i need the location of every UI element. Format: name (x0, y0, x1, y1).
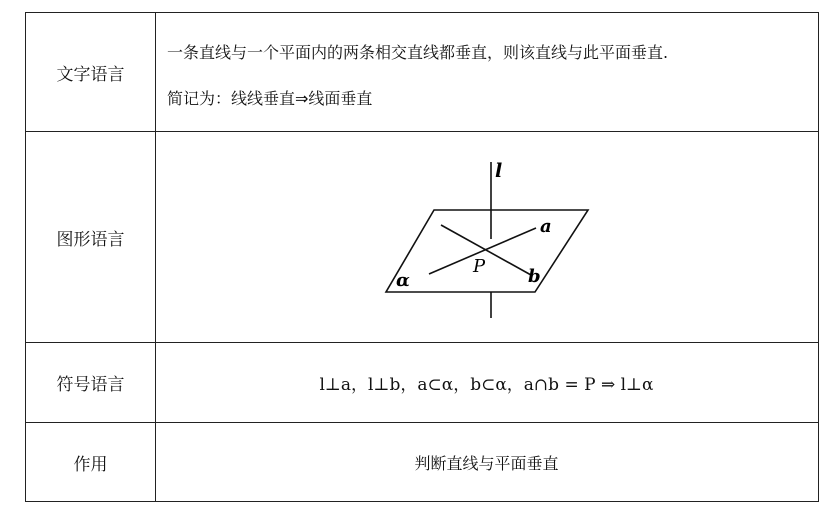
verbal-line-1: 一条直线与一个平面内的两条相交直线都垂直，则该直线与此平面垂直. (167, 43, 669, 62)
figure-cell (155, 132, 818, 342)
usage-text: 判断直线与平面垂直 (414, 453, 559, 473)
theorem-table (25, 12, 819, 502)
label-symbolic: 符号语言 (26, 343, 156, 422)
label-a: a (540, 216, 552, 237)
label-alpha: α (396, 270, 410, 291)
label-usage: 作用 (26, 423, 156, 501)
line-b (441, 225, 531, 275)
usage-cell (155, 423, 818, 501)
label-l: l (495, 160, 503, 182)
label-verbal: 文字语言 (26, 13, 156, 131)
symbolic-cell (155, 343, 818, 422)
label-figure: 图形语言 (26, 132, 156, 342)
plane-diagram (155, 132, 819, 342)
verbal-line-2: 简记为：线线垂直⇒线面垂直 (167, 89, 373, 108)
verbal-cell (155, 13, 818, 131)
label-b: b (528, 266, 541, 287)
symbolic-formula: l⊥a，l⊥b，a⊂α，b⊂α，a∩b = P ⇒ l⊥α (319, 375, 654, 395)
row-figure (26, 132, 818, 343)
label-p: P (473, 256, 486, 277)
row-verbal (26, 13, 818, 132)
row-symbolic (26, 343, 818, 423)
row-usage (26, 423, 818, 501)
